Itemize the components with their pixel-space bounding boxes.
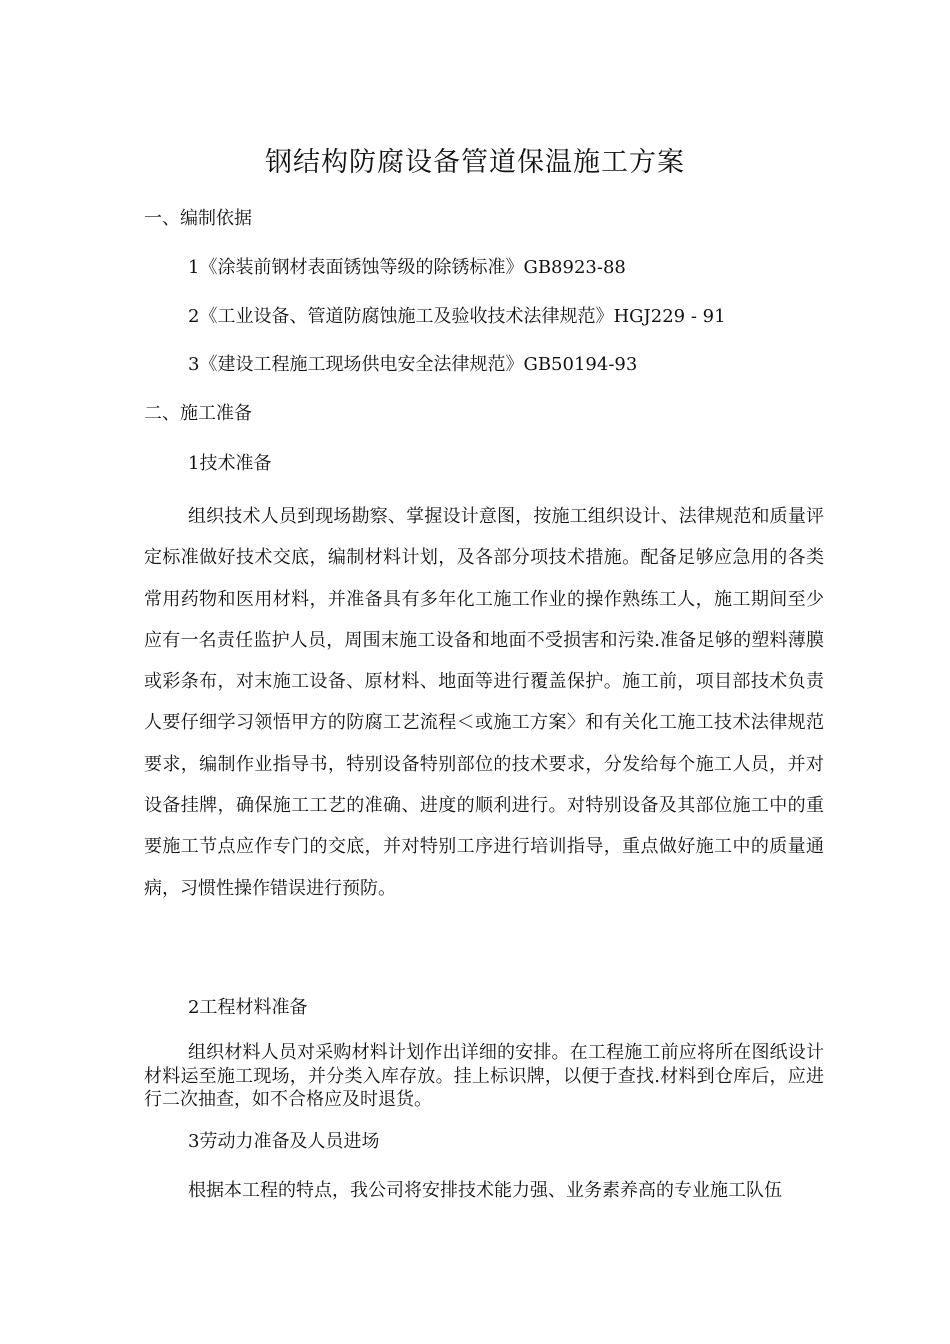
labor-preparation-paragraph: 根据本工程的特点，我公司将安排技术能力强、业务素养高的专业施工队伍 — [188, 1180, 782, 1201]
section-heading-preparation: 二、施工准备 — [144, 403, 252, 424]
subsection-heading-materials: 2工程材料准备 — [188, 997, 308, 1018]
subsection-heading-technical: 1技术准备 — [188, 453, 272, 474]
document-title: 钢结构防腐设备管道保温施工方案 — [265, 147, 685, 178]
reference-item-1: 1《涂装前钢材表面锈蚀等级的除锈标准》GB8923-88 — [188, 257, 626, 278]
subsection-heading-labor: 3劳动力准备及人员进场 — [188, 1131, 380, 1152]
reference-item-3: 3《建设工程施工现场供电安全法律规范》GB50194-93 — [188, 354, 638, 375]
materials-preparation-paragraph: 组织材料人员对采购材料计划作出详细的安排。在工程施工前应将所在图纸设计材料运至施工现场，并分类入库存放。挂上标识牌，以便于查找.材料到仓库后，应进行二次抽查，如不合格应及时退货。 — [144, 1042, 824, 1110]
technical-preparation-paragraph: 组织技术人员到现场勘察、掌握设计意图，按施工组织设计、法律规范和质量评定标准做好技术交底，编制材料计划，及各部分项技术措施。配备足够应急用的各类常用药物和医用材料，并准备具有多年化工施工作业的操作熟练工人，施工期间至少应有一名责任监护人员，周围末施工设备和地面不受损害和污染.准备足够的塑料薄膜或彩条布，对末施工设备、原材料、地面等进行覆盖保护。施工前，项目部技术负责人要仔细学习领悟甲方的防腐工艺流程＜或施工方案〉和有关化工施工技术法律规范要求，编制作业指导书，特别设备特别部位的技术要求，分发给每个施工人员，并对设备挂牌，确保施工工艺的准确、进度的顺利进行。对特别设备及其部位施工中的重要施工节点应作专门的交底，并对特别工序进行培训指导，重点做好施工中的质量通病，习惯性操作错误进行预防。 — [144, 506, 824, 899]
section-heading-basis: 一、编制依据 — [144, 208, 252, 229]
reference-item-2: 2《工业设备、管道防腐蚀施工及验收技术法律规范》HGJ229 - 91 — [188, 306, 726, 327]
